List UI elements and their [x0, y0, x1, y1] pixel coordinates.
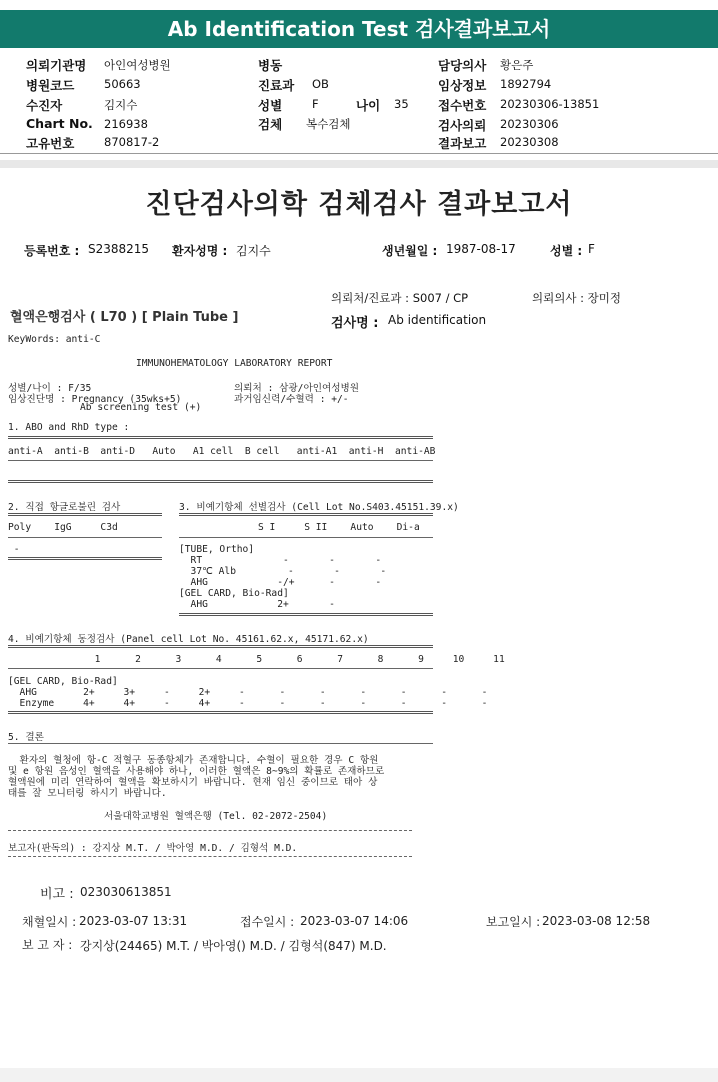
screen-row: 37℃ Alb - - -: [179, 566, 387, 577]
diagnosis-2: Ab screening test (+): [80, 402, 202, 413]
header-label: 검사의뢰: [438, 118, 487, 133]
rule: [8, 436, 433, 439]
header-value: 김지수: [104, 98, 138, 112]
header-label: 나이: [356, 98, 381, 113]
rule: [8, 557, 162, 560]
bottom-edge: [0, 1068, 718, 1082]
header-label: 접수번호: [438, 98, 487, 113]
collect-value: 2023-03-07 13:31: [79, 914, 188, 928]
screen-row: [GEL CARD, Bio-Rad]: [179, 588, 289, 599]
header-label: 성별: [258, 98, 283, 113]
exam-value: Ab identification: [388, 313, 487, 327]
report-title: Ab Identification Test 검사결과보고서: [0, 10, 718, 48]
conclusion-line: 혈액원에 미리 연락하여 혈액을 확보하시기 바랍니다. 현재 임신 중이므로 태아 상: [8, 777, 378, 788]
header-value: 216938: [104, 117, 148, 131]
panel-row: AHG 2+ 3+ - 2+ - - - - - - -: [8, 687, 488, 698]
rule: [8, 668, 433, 669]
screen-row: AHG -/+ - -: [179, 577, 382, 588]
sex-label: 성별 :: [550, 244, 583, 258]
header-value: 황은주: [500, 58, 534, 72]
exam-label: 검사명 :: [331, 316, 379, 331]
order-doctor: 의뢰의사 : 장미정: [532, 291, 621, 305]
rule: [8, 830, 412, 831]
reg-value: S2388215: [88, 242, 150, 256]
conclusion-line: 태를 잘 모니터링 하시기 바랍니다.: [8, 788, 167, 799]
header-value: 35: [394, 97, 409, 111]
header-value: 870817-2: [104, 135, 160, 149]
rule: [179, 513, 433, 516]
conclusion-line: 환자의 혈청에 항-C 적혈구 동종항체가 존재합니다. 수혈이 필요한 경우 C 항원: [8, 755, 379, 766]
dat-columns: Poly IgG C3d: [8, 522, 118, 533]
dob-value: 1987-08-17: [446, 242, 516, 256]
panel-row: Enzyme 4+ 4+ - 4+ - - - - - - -: [8, 698, 488, 709]
reporter-label: 보 고 자 :: [22, 938, 73, 952]
receive-value: 2023-03-07 14:06: [300, 914, 409, 928]
rule: [8, 537, 162, 538]
header-divider: [0, 153, 718, 154]
report-value: 2023-03-08 12:58: [542, 914, 651, 928]
reporter: 보고자(판독의) : 강지상 M.T. / 박아영 M.D. / 김형석 M.D.: [8, 843, 298, 854]
header-label: 고유번호: [26, 136, 75, 151]
rule: [8, 743, 433, 744]
name-label: 환자성명 :: [172, 244, 228, 258]
report-label: 보고일시 :: [486, 915, 541, 929]
header-label: 결과보고: [438, 136, 487, 151]
history: 과거임신력/수혈력 : +/-: [234, 394, 349, 405]
screen-row: [TUBE, Ortho]: [179, 544, 255, 555]
rule: [8, 645, 433, 648]
rule: [179, 613, 433, 616]
client: 의뢰처 : 삼광/아인여성병원: [234, 383, 360, 394]
order-dept: 의뢰처/진료과 : S007 / CP: [331, 291, 469, 305]
header-divider-band: [0, 160, 718, 168]
header-label: 병동: [258, 58, 283, 73]
section-2-title: 2. 직접 항글로불린 검사: [8, 502, 121, 513]
dat-value: -: [8, 544, 20, 555]
header-label: 병원코드: [26, 78, 75, 93]
screen-row: RT - - -: [179, 555, 382, 566]
reg-label: 등록번호 :: [24, 244, 80, 258]
diagnosis: 임상진단명 : Pregnancy (35wks+5): [8, 394, 182, 405]
rule: [8, 856, 412, 857]
dob-label: 생년월일 :: [382, 244, 438, 258]
rule: [8, 480, 433, 483]
header-value: 20230306: [500, 117, 559, 131]
header-value: 20230306-13851: [500, 97, 600, 111]
header-value: F: [312, 97, 319, 111]
name-value: 김지수: [236, 244, 271, 258]
header-value: 50663: [104, 77, 141, 91]
sex-value: F: [588, 242, 595, 256]
abo-columns: anti-A anti-B anti-D Auto A1 cell B cell anti-A1 anti-H anti-AB: [8, 446, 436, 457]
header-value: 20230308: [500, 135, 559, 149]
screen-columns: S I S II Auto Di-a: [258, 522, 420, 533]
section-5-title: 5. 결론: [8, 732, 44, 743]
screen-row: AHG 2+ -: [179, 599, 335, 610]
sex-age: 성별/나이 : F/35: [8, 383, 92, 394]
rule: [179, 537, 433, 538]
header-label: 진료과: [258, 78, 295, 93]
rule: [8, 513, 162, 516]
header-value: OB: [312, 77, 329, 91]
header-info: [0, 52, 718, 162]
panel-columns: 1 2 3 4 5 6 7 8 9 10 11: [8, 654, 505, 665]
rule: [8, 460, 433, 461]
header-value: 아인여성병원: [104, 58, 171, 72]
blood-bank: 서울대학교병원 혈액은행 (Tel. 02-2072-2504): [104, 811, 328, 822]
header-label: Chart No.: [26, 116, 93, 131]
header-label: 의뢰기관명: [26, 58, 87, 73]
header-label: 담당의사: [438, 58, 487, 73]
report-heading: IMMUNOHEMATOLOGY LABORATORY REPORT: [136, 358, 333, 369]
conclusion-line: 및 e 항원 음성인 혈액을 사용해야 하나, 이러한 혈액은 8~9%의 확률로 존재하므로: [8, 766, 385, 777]
header-label: 검체: [258, 117, 283, 132]
panel-row: [GEL CARD, Bio-Rad]: [8, 676, 118, 687]
note-value: 023030613851: [80, 885, 172, 899]
note-label: 비고 :: [40, 887, 74, 902]
section-1-title: 1. ABO and RhD type :: [8, 422, 130, 433]
reporter-value: 강지상(24465) M.T. / 박아영() M.D. / 김형석(847) M.D.: [80, 939, 387, 953]
keywords: KeyWords: anti-C: [8, 334, 101, 345]
document-title: 진단검사의학 검체검사 결과보고서: [145, 189, 573, 220]
header-label: 임상정보: [438, 78, 487, 93]
test-title: 혈액은행검사 ( L70 ) [ Plain Tube ]: [10, 310, 239, 325]
section-3-title: 3. 비예기항체 선별검사 (Cell Lot No.S403.45151.39.x): [179, 502, 459, 513]
header-value: 복수검체: [306, 117, 351, 131]
collect-label: 채혈일시 :: [22, 915, 77, 929]
rule: [8, 711, 433, 714]
header-value: 1892794: [500, 77, 552, 91]
receive-label: 접수일시 :: [240, 915, 295, 929]
section-4-title: 4. 비예기항체 동정검사 (Panel cell Lot No. 45161.62.x, 45171.62.x): [8, 634, 369, 645]
header-label: 수진자: [26, 98, 63, 113]
